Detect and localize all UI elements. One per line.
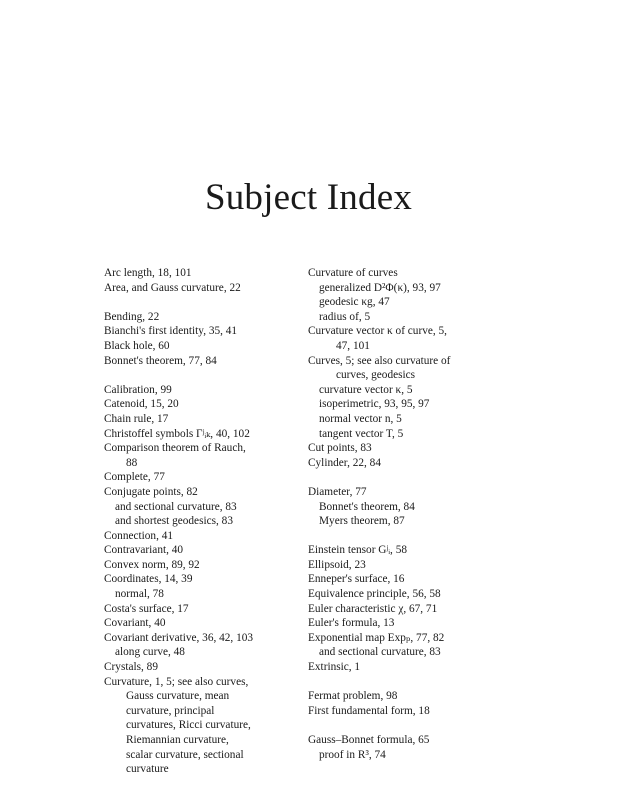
page-title: Subject Index xyxy=(204,177,413,218)
index-subentry: scalar curvature, sectional xyxy=(126,748,244,761)
index-entry: Fermat problem, 98 xyxy=(308,690,398,703)
index-entry: Covariant, 40 xyxy=(104,617,166,630)
index-subentry: radius of, 5 xyxy=(319,310,371,323)
index-entry: Gauss–Bonnet formula, 65 xyxy=(308,734,430,746)
index-subentry: and sectional curvature, 83 xyxy=(115,500,237,513)
index-subentry: Myers theorem, 87 xyxy=(319,515,405,528)
index-entry: Arc length, 18, 101 xyxy=(104,267,192,279)
index-subentry: isoperimetric, 93, 95, 97 xyxy=(319,398,430,411)
index-subentry: Riemannian curvature, xyxy=(126,734,229,746)
index-subentry: and shortest geodesics, 83 xyxy=(115,515,233,528)
index-entry: Curvature vector κ of curve, 5, xyxy=(308,325,448,338)
index-spacer xyxy=(308,675,528,690)
index-subentry: curvature xyxy=(126,763,169,776)
index-entry: Christoffel symbols Γʲᵢₖ, 40, 102 xyxy=(104,427,250,440)
index-subentry: 47, 101 xyxy=(336,339,370,352)
index-column-right xyxy=(308,266,528,762)
index-entry: Cut points, 83 xyxy=(308,442,372,455)
index-entry: Contravariant, 40 xyxy=(104,544,184,557)
index-entry: Chain rule, 17 xyxy=(104,412,169,425)
index-entry: Coordinates, 14, 39 xyxy=(104,573,193,586)
index-entry: Einstein tensor Gʲᵢ, 58 xyxy=(308,544,407,557)
index-entry: Complete, 77 xyxy=(104,471,165,484)
index-subentry: curvature, principal xyxy=(126,704,215,717)
index-subentry: generalized D²Φ(κ), 93, 97 xyxy=(319,281,441,294)
index-entry: Extrinsic, 1 xyxy=(308,661,361,674)
index-entry: Bending, 22 xyxy=(104,310,160,323)
index-entry: Euler's formula, 13 xyxy=(308,617,395,630)
index-entry: First fundamental form, 18 xyxy=(308,704,430,717)
index-entry: Covariant derivative, 36, 42, 103 xyxy=(104,631,254,644)
index-entry: Costa's surface, 17 xyxy=(104,602,189,615)
index-subentry: proof in R³, 74 xyxy=(319,748,386,761)
index-entry: Bianchi's first identity, 35, 41 xyxy=(104,325,238,338)
index-entry: Convex norm, 89, 92 xyxy=(104,558,200,571)
index-entry: Diameter, 77 xyxy=(308,485,367,498)
index-subentry: normal vector n, 5 xyxy=(319,412,402,425)
index-subentry: geodesic κg, 47 xyxy=(319,296,390,309)
index-subentry: 88 xyxy=(126,456,138,469)
index-entry: Equivalence principle, 56, 58 xyxy=(308,588,441,601)
index-entry: Cylinder, 22, 84 xyxy=(308,456,381,469)
index-spacer xyxy=(308,718,528,733)
index-entry: Curves, 5; see also curvature of xyxy=(308,354,451,367)
index-spacer xyxy=(104,368,304,383)
index-entry: Exponential map Expₚ, 77, 82 xyxy=(308,631,445,644)
index-subentry: along curve, 48 xyxy=(115,646,185,659)
index-subentry: Bonnet's theorem, 84 xyxy=(319,500,415,513)
index-entry: Enneper's surface, 16 xyxy=(308,573,405,586)
index-spacer xyxy=(308,529,528,544)
index-entry: Crystals, 89 xyxy=(104,661,158,674)
index-subentry: normal, 78 xyxy=(115,588,164,601)
index-subentry: tangent vector T, 5 xyxy=(319,427,404,440)
index-subentry: curvatures, Ricci curvature, xyxy=(126,719,251,732)
index-entry: Area, and Gauss curvature, 22 xyxy=(104,281,241,294)
index-spacer xyxy=(104,295,304,310)
index-subentry: curvature vector κ, 5 xyxy=(319,383,413,396)
index-entry: Curvature, 1, 5; see also curves, xyxy=(104,675,249,688)
index-entry: Comparison theorem of Rauch, xyxy=(104,442,246,455)
index-entry: Connection, 41 xyxy=(104,529,174,542)
index-entry: Calibration, 99 xyxy=(104,383,172,396)
index-column-left xyxy=(104,266,304,777)
index-subentry: and sectional curvature, 83 xyxy=(319,646,441,659)
index-entry: Ellipsoid, 23 xyxy=(308,558,366,571)
index-spacer xyxy=(308,470,528,485)
index-subentry: Gauss curvature, mean xyxy=(126,690,230,703)
index-entry: Black hole, 60 xyxy=(104,339,170,352)
index-subentry: curves, geodesics xyxy=(336,369,416,382)
index-entry: Bonnet's theorem, 77, 84 xyxy=(104,354,217,367)
index-entry: Conjugate points, 82 xyxy=(104,485,198,498)
index-entry: Catenoid, 15, 20 xyxy=(104,398,179,411)
index-entry: Euler characteristic χ, 67, 71 xyxy=(308,602,438,615)
index-entry: Curvature of curves xyxy=(308,267,398,279)
